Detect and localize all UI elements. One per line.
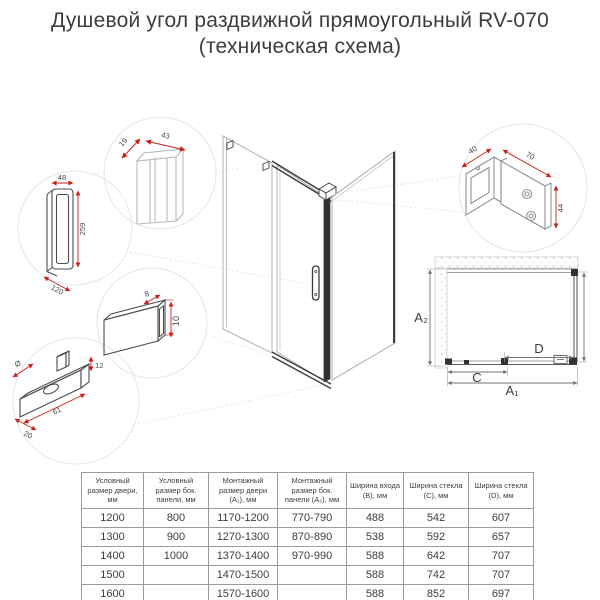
shower-3d-view [223,136,395,389]
dim-block-diameter: Ø [13,358,23,370]
table-cell: 770-790 [278,509,347,528]
table-cell [278,585,347,600]
table-cell: 542 [404,509,469,528]
dim-bracket-length: 70 [524,149,537,162]
dim-block-tab-height: 12 [95,361,104,370]
table-cell: 707 [469,566,534,585]
table-cell: 707 [469,547,534,566]
dim-bracket-width: 40 [466,143,479,156]
table-cell: 657 [469,528,534,547]
table-cell [278,566,347,585]
table-cell: 588 [347,566,404,585]
col-header-door-mount: Монтажный размер двери (A₁), мм [209,473,278,509]
table-cell: 1500 [82,566,144,585]
corner-cap [319,183,336,200]
table-cell: 1370-1400 [209,547,278,566]
dim-rail-width: 8 [142,288,151,299]
table-cell: 852 [404,585,469,600]
table-cell: 1570-1600 [209,585,278,600]
col-header-door-size: Условный размер двери, мм [82,473,144,509]
spec-table [81,472,534,600]
callout-circle-wall-profile [104,117,216,229]
dim-wall-profile-depth: 19 [116,136,130,149]
table-cell: 800 [144,509,209,528]
dim-handle-height: 259 [78,222,87,236]
detail-corner-bracket [462,144,565,229]
detail-handle [44,173,87,297]
table-cell: 1270-1300 [209,528,278,547]
table-cell: 870-890 [278,528,347,547]
plan-view [414,257,587,398]
plan-door-hardware [445,269,578,365]
table-cell: 1200 [82,509,144,528]
table-cell: 1600 [82,585,144,600]
table-cell: 1170-1200 [209,509,278,528]
side-panel-glass [332,151,395,380]
table-header-row [82,473,534,509]
table-cell [144,566,209,585]
col-header-glass-c: Ширина стекла (C), мм [404,473,469,509]
table-cell: 900 [144,528,209,547]
corner-post [324,197,330,382]
detail-bottom-rail [104,289,181,355]
plan-wall-left [435,268,447,368]
table-row [82,528,534,547]
detail-guide-block [13,351,103,441]
col-header-glass-d: Ширина стекла (D), мм [469,473,534,509]
table-cell: 588 [347,585,404,600]
table-row [82,566,534,585]
table-cell: 1000 [144,547,209,566]
table-cell: 1400 [82,547,144,566]
table-cell: 607 [469,509,534,528]
dim-handle-width: 48 [57,173,67,182]
table-cell: 1470-1500 [209,566,278,585]
col-header-entry-width: Ширина входа (B), мм [347,473,404,509]
col-header-panel-mount: Монтажный размер бок. панели (A₂), мм [278,473,347,509]
page-title-line2: (техническая схема) [198,35,402,58]
plan-label-d: D [534,341,544,356]
dim-handle-depth: 120 [49,282,65,297]
table-cell: 538 [347,528,404,547]
table-cell: 642 [404,547,469,566]
bottom-rail [272,352,331,389]
table-cell: 970-990 [278,547,347,566]
table-row [82,547,534,566]
plan-label-c: C [472,370,482,385]
table-cell [144,585,209,600]
detail-wall-profile [117,130,185,224]
plan-wall-top [435,257,578,268]
plan-label-a2: A₂ [414,310,428,325]
col-header-panel-size: Условный размер бок. панели, мм [144,473,209,509]
callout-circle-handle [18,171,132,285]
plan-label-a1: A₁ [505,383,519,398]
dim-block-width: 20 [22,428,34,441]
glass-clip-mid [263,162,269,171]
table-cell: 742 [404,566,469,585]
callout-circle-bottom-rail [97,268,207,378]
dim-wall-profile-width: 43 [160,130,171,141]
table-cell: 1300 [82,528,144,547]
dim-bracket-height: 44 [556,203,565,213]
glass-clip-top [227,141,233,150]
dim-block-length: 61 [51,404,63,417]
table-cell: 697 [469,585,534,600]
table-cell: 588 [347,547,404,566]
callout-circle-guide-block [13,338,139,464]
table-cell: 488 [347,509,404,528]
door-handle [313,266,320,300]
table-cell: 592 [404,528,469,547]
leader-lines [130,168,462,424]
table-row [82,585,534,600]
table-row [82,509,534,528]
page-title-line1: Душевой угол раздвижной прямоугольный RV-070 [50,9,550,32]
callout-circle-corner-bracket [459,124,587,252]
dim-rail-height: 10 [171,315,181,327]
